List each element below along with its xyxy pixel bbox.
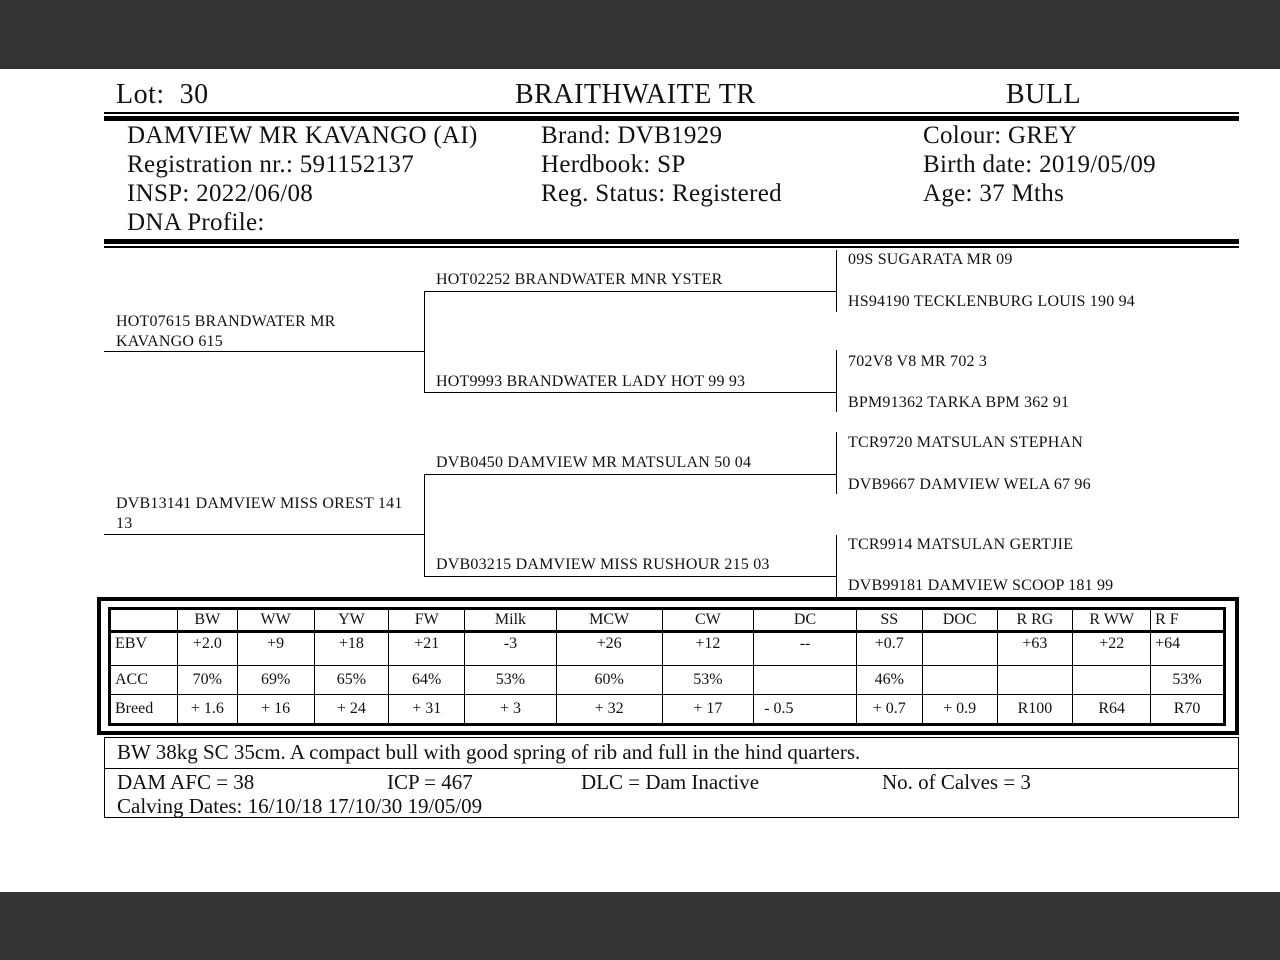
pedigree-dam-bracket [424, 474, 425, 576]
ebv-header-cell: Milk [465, 609, 557, 632]
inspection-date: INSP: 2022/06/08 [127, 180, 314, 207]
ebv-row [110, 695, 1225, 725]
pedigree-sire-line [104, 351, 424, 352]
ebv-cell: +18 [314, 632, 389, 666]
ebv-cell: + 32 [556, 695, 662, 725]
pedigree-ss-bracket [836, 250, 837, 312]
ebv-header-cell: FW [389, 609, 465, 632]
ebv-cell: R70 [1151, 695, 1225, 725]
ebv-cell: R64 [1073, 695, 1151, 725]
ebv-cell: + 17 [662, 695, 754, 725]
ebv-header-cell: DC [754, 609, 857, 632]
ebv-cell: +64 [1151, 632, 1225, 666]
pedigree-sire-sire: HOT02252 BRANDWATER MNR YSTER [436, 271, 723, 288]
ebv-cell: + 24 [314, 695, 389, 725]
age: Age: 37 Mths [923, 180, 1065, 207]
ebv-cell [754, 666, 857, 695]
ebv-header-cell: CW [662, 609, 754, 632]
ebv-header-cell: R F [1151, 609, 1225, 632]
dna-profile: DNA Profile: [127, 209, 265, 236]
pedigree-dam-sire: DVB0450 DAMVIEW MR MATSULAN 50 04 [436, 454, 752, 471]
ebv-cell: 46% [856, 666, 922, 695]
animal-name: DAMVIEW MR KAVANGO (AI) [127, 122, 478, 149]
header-rule-thick [104, 116, 1239, 121]
lot-label-text: Lot: [116, 79, 165, 110]
colour: Colour: GREY [923, 122, 1078, 149]
comment-text: BW 38kg SC 35cm. A compact bull with good spring of rib and full in the hind quarters. [117, 740, 861, 764]
top-dark-bar [0, 0, 1280, 69]
pedigree-dam-sire-line [424, 474, 836, 475]
breeder-name: BRAITHWAITE TR [515, 79, 756, 110]
ebv-cell: + 0.9 [922, 695, 997, 725]
ebv-table [108, 607, 1226, 726]
ebv-table-frame [97, 597, 1239, 735]
ebv-cell: +21 [389, 632, 465, 666]
ebv-cell: +12 [662, 632, 754, 666]
ebv-cell: +9 [237, 632, 314, 666]
pedigree-dam: DVB13141 DAMVIEW MISS OREST 141 13 [116, 495, 403, 532]
ebv-cell: +63 [997, 632, 1073, 666]
calving-dates: Calving Dates: 16/10/18 17/10/30 19/05/09 [117, 794, 483, 818]
ebv-cell: 70% [177, 666, 237, 695]
pedigree-ss-dam: HS94190 TECKLENBURG LOUIS 190 94 [848, 293, 1136, 310]
pedigree-dd-bracket [836, 535, 837, 597]
ebv-cell: +2.0 [177, 632, 237, 666]
ebv-cell: +22 [1073, 632, 1151, 666]
info-rule-thin [104, 246, 1239, 248]
ebv-cell: 53% [1151, 666, 1225, 695]
pedigree-ds-sire: TCR9720 MATSULAN STEPHAN [848, 434, 1084, 451]
ebv-cell: 53% [465, 666, 557, 695]
ebv-header-cell: WW [237, 609, 314, 632]
dam-afc: DAM AFC = 38 [117, 770, 255, 794]
pedigree-sire-sire-line [424, 291, 836, 292]
notes-box [104, 737, 1239, 818]
ebv-cell: R100 [997, 695, 1073, 725]
lot-label [116, 79, 209, 111]
header-rule-thin [104, 112, 1239, 114]
ebv-cell: + 31 [389, 695, 465, 725]
pedigree-ds-dam: DVB9667 DAMVIEW WELA 67 96 [848, 476, 1091, 493]
pedigree-sire-bracket [424, 291, 425, 392]
ebv-cell: 69% [237, 666, 314, 695]
sex-label: BULL [1006, 79, 1082, 110]
ebv-header-cell: YW [314, 609, 389, 632]
ebv-cell: + 3 [465, 695, 557, 725]
bottom-dark-bar [0, 892, 1280, 960]
pedigree-dam-dam-line [424, 576, 836, 577]
ebv-cell: +0.7 [856, 632, 922, 666]
pedigree-sd-sire: 702V8 V8 MR 702 3 [848, 353, 988, 370]
ebv-cell: 60% [556, 666, 662, 695]
pedigree-sire-dam: HOT9993 BRANDWATER LADY HOT 99 93 [436, 373, 746, 390]
ebv-cell [1073, 666, 1151, 695]
ebv-header-cell: BW [177, 609, 237, 632]
ebv-row [110, 666, 1225, 695]
ebv-cell: 53% [662, 666, 754, 695]
ebv-header-cell: R RG [997, 609, 1073, 632]
lot-number: 30 [179, 79, 209, 110]
registration-number: Registration nr.: 591152137 [127, 151, 415, 178]
pedigree-sd-bracket [836, 350, 837, 412]
ebv-cell: 65% [314, 666, 389, 695]
ebv-cell [922, 632, 997, 666]
ebv-header-cell: SS [856, 609, 922, 632]
ebv-cell: 64% [389, 666, 465, 695]
ebv-row-label: Breed [110, 695, 178, 725]
pedigree-dam-dam: DVB03215 DAMVIEW MISS RUSHOUR 215 03 [436, 556, 770, 573]
pedigree-dd-dam: DVB99181 DAMVIEW SCOOP 181 99 [848, 577, 1114, 594]
pedigree-dd-sire: TCR9914 MATSULAN GERTJIE [848, 536, 1074, 553]
icp-value: ICP = 467 [387, 770, 473, 794]
ebv-cell [997, 666, 1073, 695]
ebv-cell: -- [754, 632, 857, 666]
ebv-header-cell: MCW [556, 609, 662, 632]
notes-divider [105, 768, 1238, 769]
brand: Brand: DVB1929 [541, 122, 723, 149]
ebv-header-cell [110, 609, 178, 632]
herdbook: Herdbook: SP [541, 151, 686, 178]
pedigree-sire: HOT07615 BRANDWATER MR KAVANGO 615 [116, 313, 336, 350]
registration-status: Reg. Status: Registered [541, 180, 782, 207]
ebv-cell [922, 666, 997, 695]
ebv-header-cell: DOC [922, 609, 997, 632]
ebv-header-cell: R WW [1073, 609, 1151, 632]
ebv-cell: + 16 [237, 695, 314, 725]
ebv-row-label: ACC [110, 666, 178, 695]
ebv-cell: - 0.5 [754, 695, 857, 725]
pedigree-sire-dam-line [424, 392, 836, 393]
pedigree-dam-line [104, 534, 424, 535]
birth-date: Birth date: 2019/05/09 [923, 151, 1156, 178]
pedigree-sd-dam: BPM91362 TARKA BPM 362 91 [848, 394, 1070, 411]
ebv-cell: + 1.6 [177, 695, 237, 725]
pedigree-ss-sire: 09S SUGARATA MR 09 [848, 251, 1013, 268]
ebv-cell: +26 [556, 632, 662, 666]
pedigree-ds-bracket [836, 432, 837, 494]
ebv-header-row [110, 609, 1225, 632]
calves-count: No. of Calves = 3 [882, 770, 1031, 794]
dlc-value: DLC = Dam Inactive [581, 770, 760, 794]
info-rule-thick [104, 239, 1239, 244]
ebv-cell: -3 [465, 632, 557, 666]
ebv-row-label: EBV [110, 632, 178, 666]
ebv-row [110, 632, 1225, 666]
ebv-cell: + 0.7 [856, 695, 922, 725]
